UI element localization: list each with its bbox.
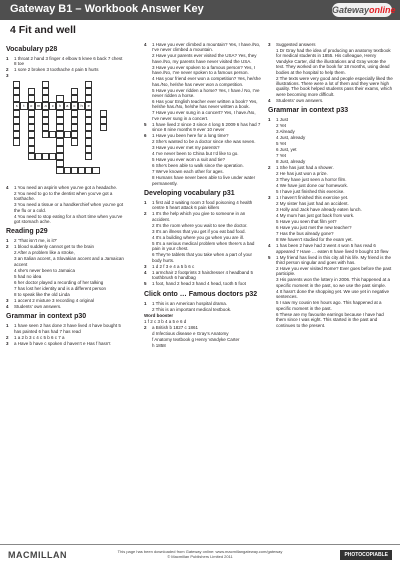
answer-item: 3 bbox=[6, 73, 9, 79]
answer-item: 4 1 has been 2 have had 3 went 4 won 5 has read 6 appeared 7 Have … eaten 8 have lived 9 bought 10 flew bbox=[268, 243, 389, 254]
crossword-cell bbox=[71, 117, 78, 124]
answer-item: 6 1 Have you been here for a long time? bbox=[144, 133, 229, 139]
unit-title: 4 Fit and well bbox=[10, 24, 76, 36]
answer-item: 6 Have you just met the new teacher? bbox=[276, 225, 352, 231]
answer-item: 4 Students’ own answers. bbox=[6, 303, 62, 309]
crossword-cell bbox=[56, 146, 63, 153]
answer-item: 7 Yet bbox=[276, 153, 287, 159]
crossword-cell bbox=[56, 95, 63, 102]
answer-group bbox=[144, 133, 262, 186]
crossword-cell bbox=[92, 167, 99, 174]
answer-item: 6 her doctor played a recording of her talking bbox=[14, 279, 104, 285]
answer-item: 3 His parents won the lottery in 2006. This happened at a specific moment in the past, so we use the past simple. bbox=[276, 277, 390, 288]
answer-item: 1 1 first aid 2 waiting room 3 food poisoning 4 health centre 5 heart attack 6 pain killers bbox=[144, 200, 253, 211]
developing-vocabulary-heading: Developing vocabulary p31 bbox=[144, 190, 235, 198]
answer-item: 6 They’re tablets that you take when a part of your body hurts. bbox=[152, 252, 252, 263]
page-footer bbox=[0, 544, 400, 567]
answer-item: 6 Just, yet bbox=[276, 147, 297, 153]
crossword-cell bbox=[85, 138, 92, 145]
answer-group bbox=[268, 117, 393, 164]
answer-group bbox=[6, 185, 124, 225]
answer-item: 4 It’s a building where you go when you are ill. bbox=[152, 234, 244, 240]
crossword-cell bbox=[85, 124, 92, 131]
answer-item: 4 We have just done our homework. bbox=[276, 183, 348, 189]
crossword-cell bbox=[56, 153, 63, 160]
crossword-cell bbox=[28, 124, 35, 131]
answer-item: 2 Have your parents ever visited the USA? Yes, they have./No, my parents have never visited the USA. bbox=[152, 53, 257, 64]
answer-group bbox=[144, 301, 262, 312]
crossword-cell: h bbox=[78, 102, 85, 109]
answer-item: 2 This is an important medical textbook. bbox=[152, 306, 232, 312]
answer-item: 3 You need a tissue or a handkerchief when you’ve got the flu or a cold. bbox=[14, 202, 124, 213]
answer-item: 1 Dr Gray had the idea of producing an anatomy textbook for medical students in 1855. His colleague, Henry Vandyke Carter, did the illustrations and Gray wrote the text. They worked on the book for 18 months, using dead bodies at the hospital to help them. bbox=[276, 48, 391, 75]
crossword-cell bbox=[71, 131, 78, 138]
crossword-cell bbox=[64, 131, 71, 138]
photocopiable-badge: PHOTOCOPIABLE bbox=[340, 550, 392, 560]
answer-item: 4 It hasn’t done the shopping yet. We use yet in negative sentences. bbox=[276, 288, 389, 300]
answer-item: 2 a British b 1827 c 1861 bbox=[144, 324, 199, 330]
column-3 bbox=[268, 42, 393, 329]
page-title: Gateway B1 – Workbook Answer Key bbox=[10, 3, 204, 15]
answer-item: 5 had no idea bbox=[14, 273, 42, 279]
crossword-cell: a bbox=[64, 102, 71, 109]
answer-item: 6 These are my favourite earrings because I have had them since I was eight. This started in the past and continues to the present. bbox=[276, 311, 384, 328]
answer-item: 3 a Have b have c spoken d haven’t e Has f hasn’t bbox=[6, 340, 111, 346]
crossword-cell bbox=[64, 167, 71, 174]
answer-item: 1 2 ‘That isn’t me, is it?’ bbox=[6, 238, 58, 244]
crossword-cell bbox=[100, 124, 107, 131]
crossword-cell bbox=[13, 117, 20, 124]
crossword-cell bbox=[56, 124, 63, 131]
answer-item: 3 1 d 2 f 3 e 4 a 5 b 6 c bbox=[144, 263, 195, 269]
answer-item: 6 She’s been able to walk since the operation. bbox=[152, 163, 244, 169]
answer-item: 2 1 She has just had a shower. bbox=[268, 165, 334, 171]
answer-item: 5 Have you ever worn a suit and tie? bbox=[152, 157, 226, 163]
answer-group bbox=[144, 122, 262, 133]
answer-item: 5 1 foot, hand 2 head 3 hand 4 head, tooth 5 foot bbox=[144, 281, 246, 287]
vocabulary-heading: Vocabulary p28 bbox=[6, 46, 58, 53]
grammar-heading: Grammar in context p30 bbox=[6, 313, 87, 321]
crossword-cell bbox=[42, 110, 49, 117]
crossword-cell bbox=[56, 117, 63, 124]
answer-item: 1 1 throat 2 hand 3 finger 4 elbow 5 knee 6 back 7 chest 8 toe bbox=[6, 56, 123, 67]
macmillan-logo: MACMILLAN bbox=[8, 550, 67, 560]
crossword-cell bbox=[71, 138, 78, 145]
answer-item: 2 She’s wanted to be a doctor since she was seven. bbox=[152, 139, 256, 145]
crossword-cell bbox=[13, 110, 20, 117]
answer-item: 4 Just, already bbox=[276, 135, 306, 141]
crossword-cell bbox=[28, 95, 35, 102]
answer-item: 1 1 This is an American hospital drama. bbox=[144, 300, 227, 306]
crossword-cell bbox=[28, 131, 35, 138]
crossword-cell bbox=[56, 110, 63, 117]
answer-group bbox=[268, 165, 393, 194]
answer-group bbox=[268, 243, 393, 254]
crossword-cell: s bbox=[13, 102, 20, 109]
answer-item: 3 1 I haven’t finished this exercise yet. bbox=[268, 195, 349, 201]
answer-item: 4 1 armchair 2 footprints 3 hairdresser 4 headband 5 toothbrush 6 handbag bbox=[144, 269, 254, 281]
crossword-cell bbox=[13, 131, 20, 138]
answer-item: 8 Humans have never been able to live under water permanently. bbox=[152, 175, 256, 186]
answer-item: 7 has lost her identity and is a different person bbox=[14, 285, 106, 291]
reading-heading: Reading p29 bbox=[6, 228, 48, 236]
crossword-cell bbox=[42, 117, 49, 124]
answer-item: 4 Has your friend ever won a competition? Yes, he/she has./No, he/she has never won a competition. bbox=[152, 76, 261, 87]
click-onto-heading: Click onto … Famous doctors p32 bbox=[144, 290, 258, 298]
crossword-cell bbox=[56, 131, 63, 138]
crossword-cell bbox=[85, 95, 92, 102]
answer-item: 5 I saw my cousin ten hours ago. This happened at a specific moment in the past. bbox=[276, 300, 382, 311]
crossword-grid bbox=[6, 81, 121, 182]
answer-item: 3 Suggested answers bbox=[268, 42, 316, 47]
answer-item: 4 1 You need an aspirin when you’ve got a headache. bbox=[6, 184, 118, 190]
crossword-cell bbox=[28, 110, 35, 117]
answer-item: 1 1 have seen 2 has done 3 have lived 4 have bought 5 has painted 6 has had 7 has read bbox=[6, 323, 121, 334]
answer-item: 6 Has your English teacher ever written a book? Yes, he/she has./No, he/she has never written a book. bbox=[152, 99, 258, 110]
crossword-cell: c bbox=[71, 102, 78, 109]
crossword-cell: h bbox=[56, 102, 63, 109]
answer-group bbox=[144, 325, 262, 348]
crossword-cell bbox=[28, 117, 35, 124]
answer-item: f Anatomy textbook g Henry Vandyke Carter bbox=[152, 336, 240, 342]
crossword-cell bbox=[85, 117, 92, 124]
answer-item: 3 It’s an illness that you get if you eat bad food. bbox=[152, 228, 246, 234]
crossword-cell bbox=[42, 131, 49, 138]
answer-item: 4 My mum has just got back from work. bbox=[276, 213, 355, 219]
answer-item: 2 My sister has just had an accident. bbox=[276, 201, 349, 207]
answer-item: 5 It’s a serious medical problem when there’s a bad pain in your chest. bbox=[152, 240, 255, 252]
answer-item: 2 1 It’s the help which you give to someone in an accident. bbox=[144, 211, 246, 222]
answer-item: 3 Have you ever spoken to a famous person? Yes, I have./No, I’ve never spoken to a famous person. bbox=[152, 64, 256, 76]
crossword-cell bbox=[42, 81, 49, 88]
answer-item: 5 1 My friend has lived in this city all his life. My friend is the third person singular and goes with has. bbox=[268, 254, 392, 266]
answer-item: 3 Already bbox=[276, 129, 295, 135]
answer-item: 7 Have you ever sung in a concert? Yes, I have./No, I’ve never sung in a concert. bbox=[152, 110, 256, 121]
crossword-cell bbox=[28, 88, 35, 95]
crossword-cell bbox=[71, 110, 78, 117]
crossword-cell bbox=[85, 167, 92, 174]
crossword-cell bbox=[13, 88, 20, 95]
answer-item: 2 The texts were very good and people especially liked the illustrations. There were a lot of them and they were high quality. The book helped students pass their exams, which were becoming more difficult. bbox=[276, 75, 393, 97]
answer-item: 5 Have you seen that film yet? bbox=[276, 219, 337, 225]
column-1 bbox=[6, 42, 124, 347]
grammar-p33-heading: Grammar in context p33 bbox=[268, 107, 349, 115]
answer-item: 1 1 Just bbox=[268, 117, 289, 123]
crossword-cell bbox=[42, 95, 49, 102]
answer-item: 2 Have you ever visited Rome? Ever goes before the past participle. bbox=[276, 266, 392, 277]
word-booster-answers: 1 f 2 c 3 b 4 a 5 e 6 d bbox=[144, 318, 187, 324]
answer-item: 2 After a problem like a stroke, bbox=[14, 250, 75, 256]
answer-item: 3 They have just seen a horror film. bbox=[276, 177, 347, 183]
crossword-cell bbox=[42, 124, 49, 131]
column-2 bbox=[144, 42, 262, 349]
page-header bbox=[0, 0, 400, 20]
crossword-cell bbox=[56, 138, 63, 145]
crossword-cell bbox=[100, 117, 107, 124]
crossword-cell bbox=[13, 124, 20, 131]
crossword-cell: m bbox=[36, 103, 41, 109]
answer-item: 5 I have just finished this exercise. bbox=[276, 189, 345, 195]
crossword-cell: e bbox=[85, 102, 92, 109]
crossword-cell bbox=[71, 88, 78, 95]
gateway-logo: Gatewayonline bbox=[332, 5, 396, 15]
crossword-cell bbox=[56, 167, 63, 174]
crossword-cell bbox=[42, 153, 49, 160]
answer-item: 8 Just, already bbox=[276, 159, 306, 165]
answer-item: 2 It’s the room where you wait to see the doctor. bbox=[152, 222, 248, 228]
answer-group bbox=[268, 42, 393, 97]
crossword-cell bbox=[85, 153, 92, 160]
crossword-cell bbox=[85, 81, 92, 88]
crossword-cell bbox=[49, 131, 56, 138]
answer-group bbox=[144, 42, 262, 121]
answer-item: 7 Has the bus already gone? bbox=[276, 231, 334, 237]
answer-item: 2 He has just won a prize. bbox=[276, 171, 328, 177]
answer-item: 3 Holly and Jack have already eaten lunch. bbox=[276, 207, 362, 213]
crossword-cell: o bbox=[28, 102, 35, 109]
answer-item: 3 Have you ever met my parents? bbox=[152, 145, 220, 151]
crossword-cell bbox=[71, 95, 78, 102]
answer-item: 2 You need to go to the dentist when you’ve got a toothache. bbox=[14, 190, 113, 202]
crossword-cell bbox=[42, 88, 49, 95]
answer-group bbox=[6, 244, 124, 297]
crossword-cell bbox=[13, 138, 20, 145]
answer-item: h 1858 bbox=[152, 342, 166, 348]
crossword-cell: a bbox=[42, 102, 49, 109]
crossword-cell bbox=[28, 146, 35, 153]
crossword-cell bbox=[49, 153, 56, 160]
answer-item: 8 We haven’t studied for the exam yet. bbox=[276, 237, 353, 243]
crossword-cell bbox=[13, 95, 20, 102]
answer-group bbox=[144, 200, 262, 286]
answer-item: 4 she’s never been to Jamaica bbox=[14, 267, 75, 273]
answer-item: 5 Have you ever ridden a horse? Yes, I have./ No, I’ve never ridden a horse. bbox=[152, 87, 260, 99]
word-booster-label: Word booster bbox=[144, 312, 174, 318]
crossword-cell bbox=[13, 81, 20, 88]
answer-item: d Infectious disease e Gray’s Anatomy bbox=[152, 330, 229, 336]
crossword-cell bbox=[56, 160, 63, 167]
crossword-cell bbox=[71, 124, 78, 131]
answer-group bbox=[268, 255, 393, 328]
crossword-cell bbox=[28, 138, 35, 145]
crossword-cell bbox=[28, 153, 35, 160]
crossword-cell bbox=[85, 146, 92, 153]
crossword-cell: t bbox=[20, 102, 27, 109]
answer-item: 4 1 Have you ever climbed a mountain? Yes, I have./No, I’ve never climbed a mountain. bbox=[144, 42, 261, 53]
answer-item: 2 1 blood suddenly cannot get to the brain bbox=[6, 244, 95, 250]
crossword-cell bbox=[71, 167, 78, 174]
answer-item: 2 Yet bbox=[276, 123, 287, 129]
answer-item: 2 1 a 2 b 3 c 4 c 5 b 6 c 7 a bbox=[6, 334, 65, 340]
crossword-cell: c bbox=[49, 102, 56, 109]
answer-item: 5 1 have lived 2 since 3 since 4 long 5 2009 6 has had 7 since 8 nine months 9 ever 10 never bbox=[144, 121, 261, 133]
crossword-cell bbox=[78, 167, 85, 174]
crossword-cell bbox=[85, 131, 92, 138]
crossword-cell bbox=[100, 110, 107, 117]
crossword-cell bbox=[85, 110, 92, 117]
answer-item: 2 1 sore 2 broken 3 toothache 4 pain 5 hurts bbox=[6, 67, 99, 73]
answer-item: 4 Students’ own answers. bbox=[268, 97, 324, 103]
answer-item: 7 We’ve known each other for ages. bbox=[152, 169, 224, 175]
answer-item: 8 to speak like the old Linda bbox=[14, 291, 70, 297]
answer-item: 5 Yet bbox=[276, 141, 287, 147]
crossword-cell bbox=[85, 88, 92, 95]
answer-item: 4 You need to stop eating for a short time when you’ve got stomach ache. bbox=[14, 213, 123, 225]
answer-item: 4 I’ve never been to China but I’d like to go. bbox=[152, 151, 239, 157]
answer-group bbox=[268, 195, 393, 242]
crossword-cell bbox=[35, 153, 42, 160]
answer-item: 3 1 accent 2 mixture 3 recording 4 original bbox=[6, 297, 95, 303]
footer-notice: This page has been downloaded from Gateway online: www.macmillangateway.com/gateway © Macmillan Publishers Limited 2011 bbox=[117, 549, 283, 559]
answer-item: 3 an Italian accent, a Slovakian accent and a Jamaican accent bbox=[14, 256, 124, 267]
